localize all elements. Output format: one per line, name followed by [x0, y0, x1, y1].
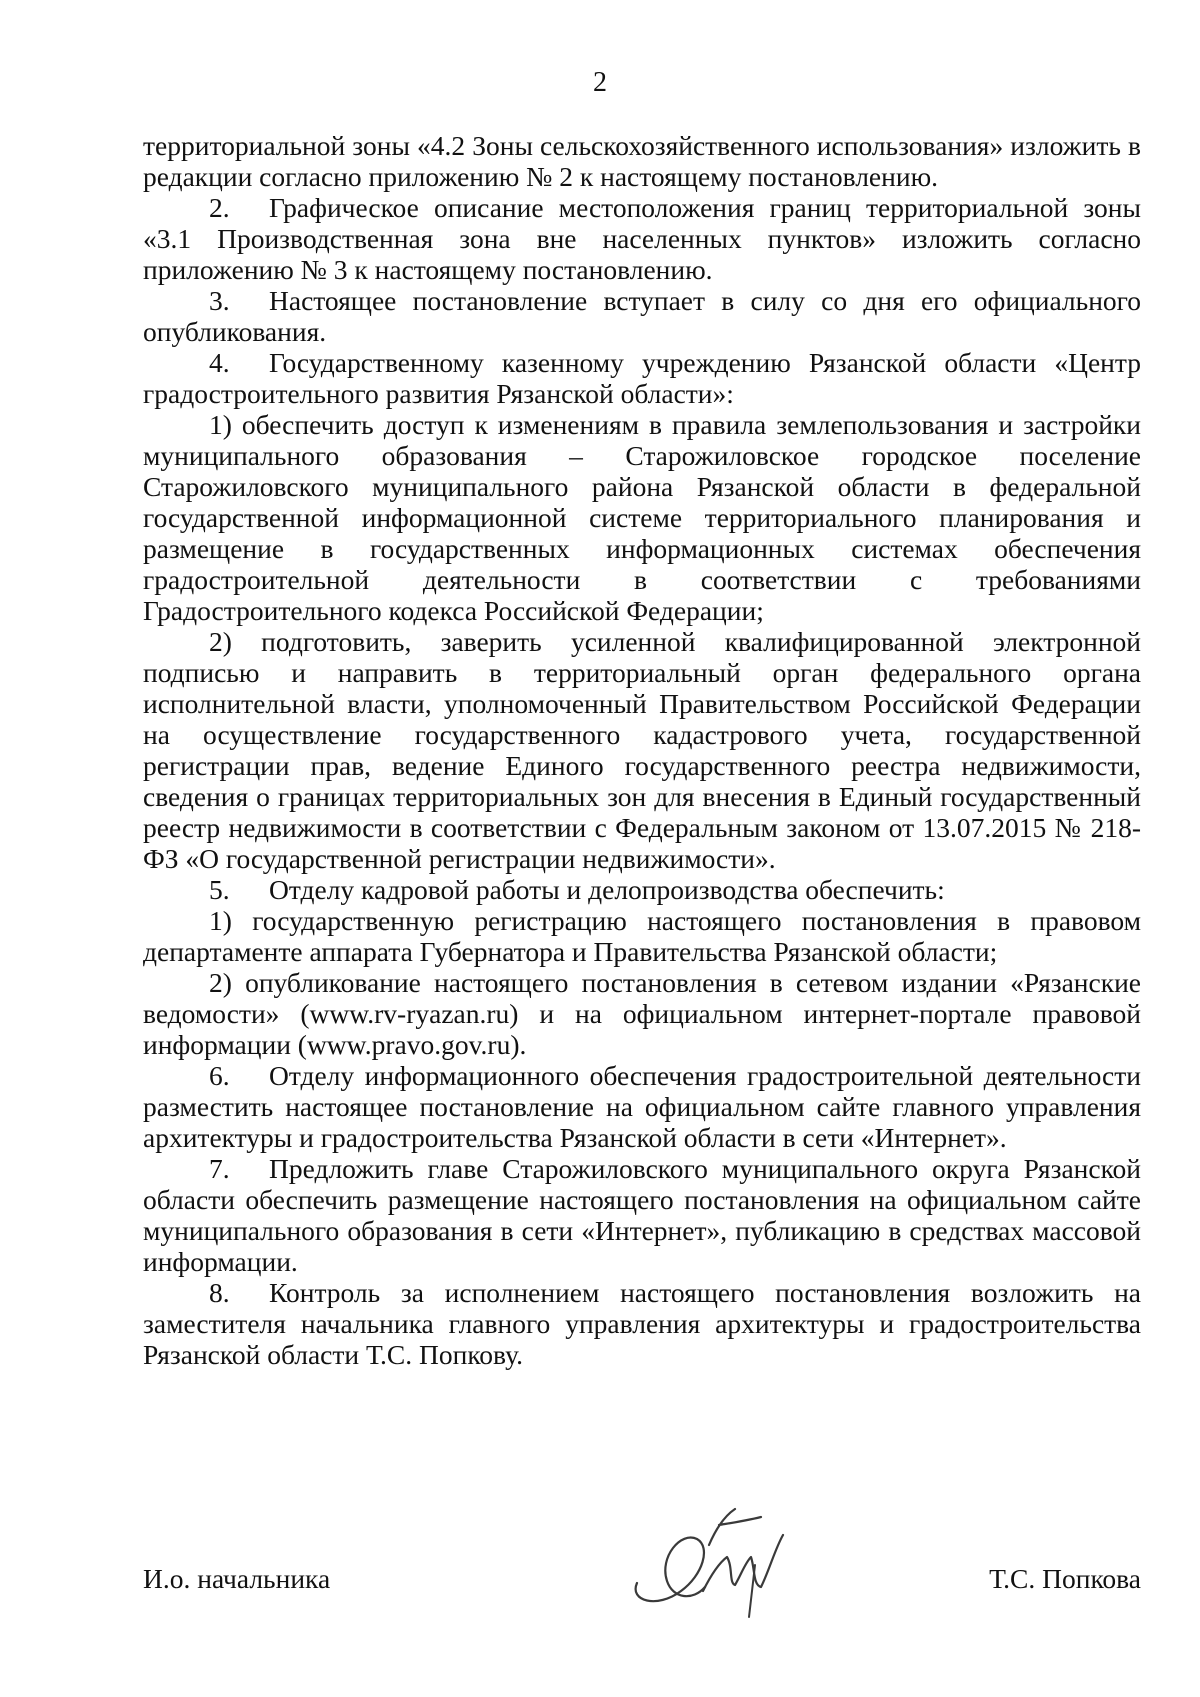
paragraph-text: Предложить главе Старожиловского муниципального округа Рязанской области обеспечить размещение настоящего постановления на официальном сайте муниципального образования в сети «Интернет», публикацию в средствах массовой информации.: [143, 1153, 1141, 1277]
signature-block: [143, 1555, 1141, 1599]
paragraph-text: Контроль за исполнением настоящего постановления возложить на заместителя начальника главного управления архитектуры и градостроительства Рязанской области Т.С. Попкову.: [143, 1277, 1141, 1370]
paragraph-text: Настоящее постановление вступает в силу со дня его официального опубликования.: [143, 285, 1141, 347]
paragraph-item-6: [143, 1060, 1141, 1153]
signatory-role: И.о. начальника: [143, 1563, 331, 1594]
signatory-name: Т.С. Попкова: [989, 1563, 1141, 1594]
paragraph-text: территориальной зоны «4.2 Зоны сельскохозяйственного использования» изложить в редакции согласно приложению № 2 к настоящему постановлению.: [143, 130, 1141, 192]
page-number: 2: [593, 67, 607, 98]
paragraph-number: 7.: [209, 1153, 230, 1184]
subparagraph-4-2: [143, 626, 1141, 874]
subparagraph-4-1: [143, 409, 1141, 626]
paragraph-text: 2) опубликование настоящего постановления в сетевом издании «Рязанские ведомости» (www.rv-ryazan.ru) и на официальном интернет-портале правовой информации (www.pravo.gov.ru).: [143, 967, 1141, 1060]
paragraph-item-5: [143, 874, 1141, 905]
paragraph-item-4: [143, 347, 1141, 409]
paragraph-text: 2) подготовить, заверить усиленной квалифицированной электронной подписью и направить в территориальный орган федерального органа исполнительной власти, уполномоченный Правительством Российской Федерации на осуществление государственного кадастрового учета, государственной регистрации прав, ведение Единого государственного реестра недвижимости, сведения о границах территориальных зон для внесения в Единый государственный реестр недвижимости в соответствии с Федеральным законом от 13.07.2015 № 218-ФЗ «О государственной регистрации недвижимости».: [143, 626, 1141, 874]
paragraph-number: 8.: [209, 1277, 230, 1308]
paragraph-number: 3.: [209, 285, 230, 316]
paragraph-number: 5.: [209, 874, 230, 905]
paragraph-text: Государственному казенному учреждению Рязанской области «Центр градостроительного развития Рязанской области»:: [143, 347, 1141, 409]
paragraph-text: Отделу кадровой работы и делопроизводства обеспечить:: [269, 874, 945, 905]
paragraph-item-2: [143, 192, 1141, 285]
paragraph-number: 4.: [209, 347, 230, 378]
subparagraph-5-2: [143, 967, 1141, 1060]
paragraph-text: Графическое описание местоположения границ территориальной зоны «3.1 Производственная зона вне населенных пунктов» изложить согласно приложению № 3 к настоящему постановлению.: [143, 192, 1141, 285]
paragraph-text: Отделу информационного обеспечения градостроительной деятельности разместить настоящее постановление на официальном сайте главного управления архитектуры и градостроительства Рязанской области в сети «Интернет».: [143, 1060, 1141, 1153]
paragraph-number: 2.: [209, 192, 230, 223]
paragraph-item-8: [143, 1277, 1141, 1370]
paragraph-continuation: [143, 130, 1141, 192]
subparagraph-5-1: [143, 905, 1141, 967]
paragraph-text: 1) обеспечить доступ к изменениям в правила землепользования и застройки муниципального образования – Старожиловское городское поселение Старожиловского муниципального района Рязанской области в федеральной государственной информационной системе территориального планирования и размещение в государственных информационных системах обеспечения градостроительной деятельности в соответствии с требованиями Градостроительного кодекса Российской Федерации;: [143, 409, 1141, 626]
paragraph-number: 6.: [209, 1060, 230, 1091]
document-body: [143, 130, 1141, 1370]
handwritten-signature-icon: [623, 1505, 793, 1620]
paragraph-item-7: [143, 1153, 1141, 1277]
paragraph-text: 1) государственную регистрацию настоящего постановления в правовом департаменте аппарата Губернатора и Правительства Рязанской области;: [143, 905, 1141, 967]
paragraph-item-3: [143, 285, 1141, 347]
